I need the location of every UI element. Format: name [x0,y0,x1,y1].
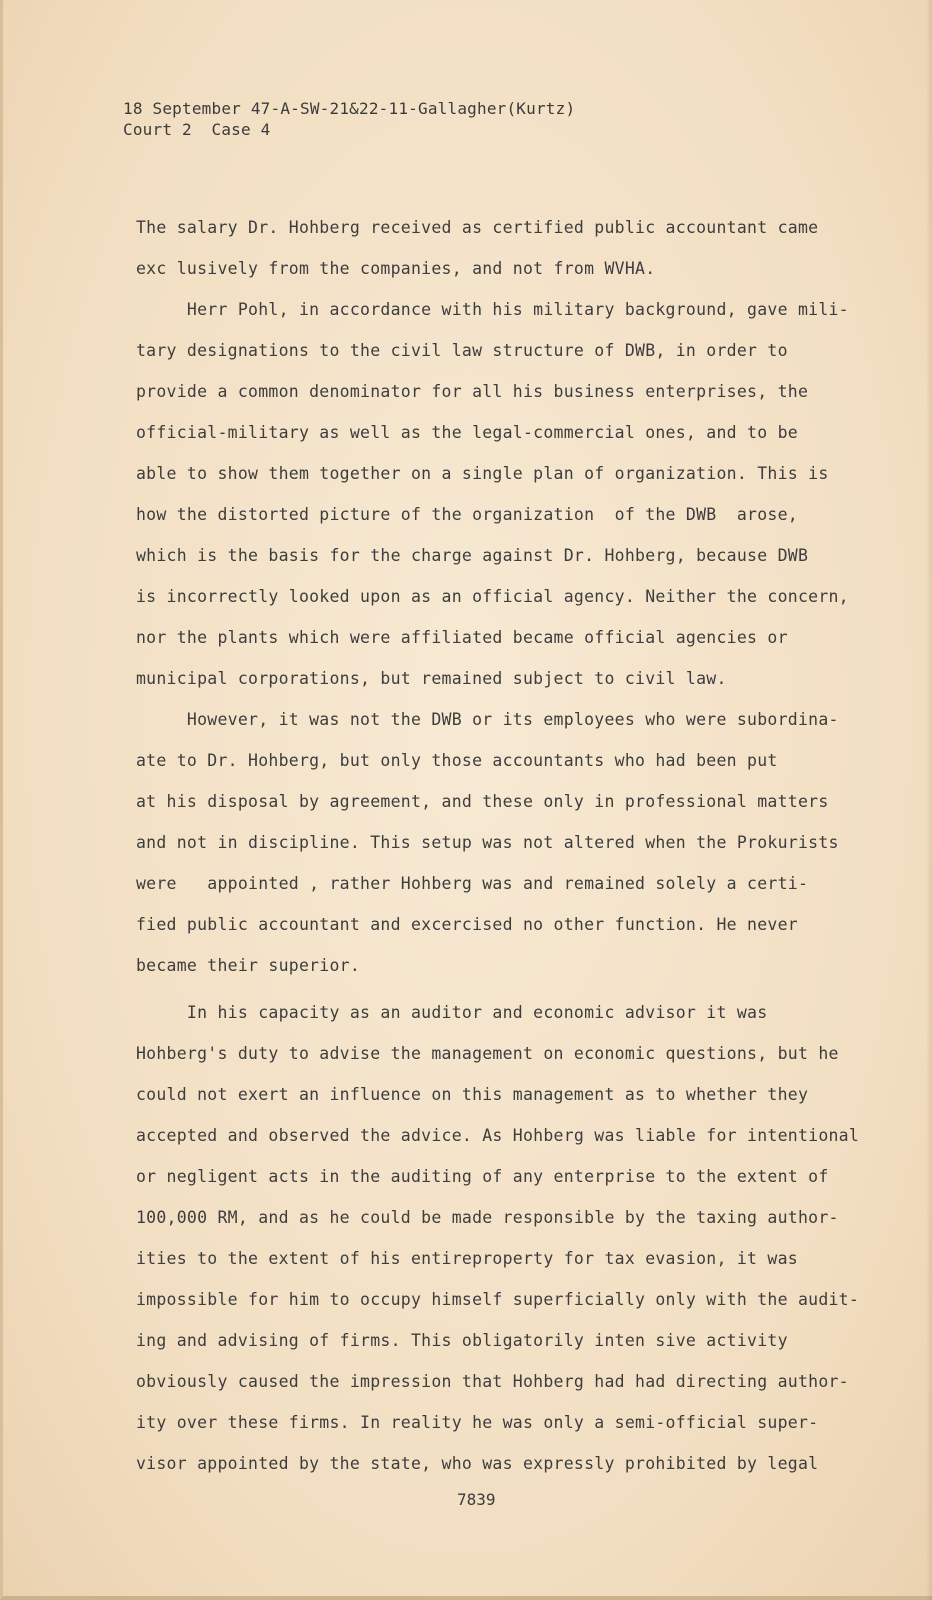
body-line: tary designations to the civil law structure of DWB, in order to [136,341,788,360]
body-line: exc lusively from the companies, and not from WVHA. [136,259,656,278]
body-line: accepted and observed the advice. As Hohberg was liable for intentional [136,1126,860,1145]
body-line: However, it was not the DWB or its employees who were subordina- [136,710,839,729]
body-line: or negligent acts in the auditing of any enterprise to the extent of [136,1167,829,1186]
body-line: official-military as well as the legal-commercial ones, and to be [136,423,798,442]
body-line: ities to the extent of his entireproperty for tax evasion, it was [136,1249,798,1268]
body-line: is incorrectly looked upon as an official agency. Neither the concern, [136,587,849,606]
body-line: were appointed , rather Hohberg was and remained solely a certi- [136,874,809,893]
body-line: impossible for him to occupy himself superficially only with the audit- [136,1290,860,1309]
body-line: at his disposal by agreement, and these only in professional matters [136,792,829,811]
body-line: nor the plants which were affiliated became official agencies or [136,628,788,647]
body-line: 100,000 RM, and as he could be made responsible by the taxing author- [136,1208,839,1227]
body-line: ate to Dr. Hohberg, but only those accountants who had been put [136,751,778,770]
body-line: could not exert an influence on this management as to whether they [136,1085,809,1104]
body-line: fied public accountant and excercised no other function. He never [136,915,798,934]
body-line: In his capacity as an auditor and economic advisor it was [136,1003,768,1022]
body-line: Herr Pohl, in accordance with his military background, gave mili- [136,300,849,319]
body-line: municipal corporations, but remained subject to civil law. [136,669,727,688]
header-reference: 18 September 47-A-SW-21&22-11-Gallagher(Kurtz) [123,99,576,118]
body-line: which is the basis for the charge against Dr. Hohberg, because DWB [136,546,809,565]
document-header [123,98,575,140]
body-line: and not in discipline. This setup was not altered when the Prokurists [136,833,839,852]
body-line: became their superior. [136,956,361,975]
body-line: The salary Dr. Hohberg received as certified public accountant came [136,218,819,237]
body-line: able to show them together on a single plan of organization. This is [136,464,829,483]
body-line: visor appointed by the state, who was expressly prohibited by legal [136,1454,819,1473]
body-line: obviously caused the impression that Hohberg had had directing author- [136,1372,849,1391]
paper-edge [926,0,932,1600]
header-court-case: Court 2 Case 4 [123,120,271,139]
body-line: provide a common denominator for all his business enterprises, the [136,382,809,401]
body-line: how the distorted picture of the organization of the DWB arose, [136,505,798,524]
page-number: 7839 [457,1490,496,1509]
body-line: ing and advising of firms. This obligatorily inten sive activity [136,1331,788,1350]
body-line: ity over these firms. In reality he was only a semi-official super- [136,1413,819,1432]
body-line: Hohberg's duty to advise the management on economic questions, but he [136,1044,839,1063]
